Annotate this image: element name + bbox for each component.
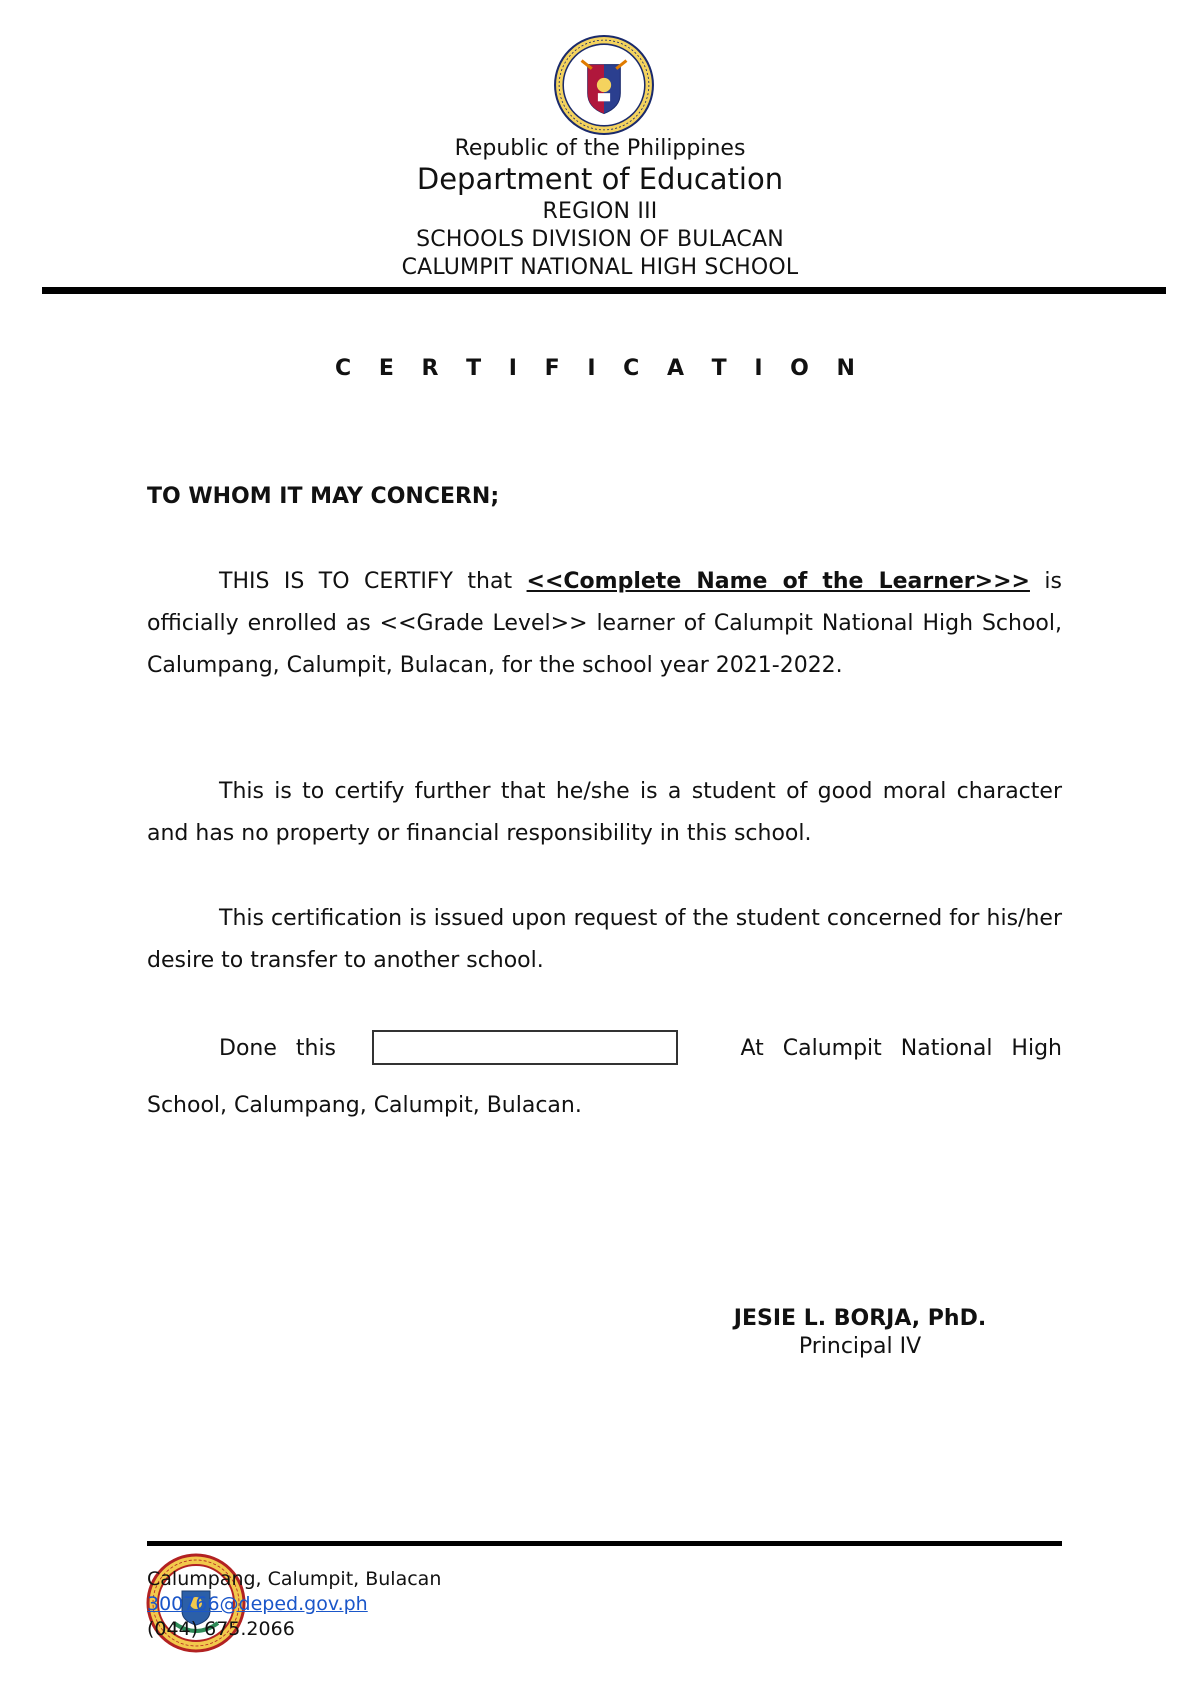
- certify-rest: is officially enrolled as <<Grade Level>> learner of Calumpit National High School, Calumpang, Calumpit, Bulacan, for the school year 2021-2022.: [147, 569, 1062, 678]
- footer-address: Calumpang, Calumpit, Bulacan: [147, 1568, 442, 1590]
- learner-name-placeholder: <<Complete Name of the Learner>>>: [526, 569, 1030, 594]
- purpose-text: This certification is issued upon request of the student concerned for his/her desire to transfer to another school.: [147, 906, 1062, 973]
- footer-divider: [147, 1541, 1062, 1546]
- division-line: SCHOOLS DIVISION OF BULACAN: [416, 227, 784, 252]
- republic-line: Republic of the Philippines: [454, 136, 746, 161]
- school-line: CALUMPIT NATIONAL HIGH SCHOOL: [401, 255, 799, 280]
- header-divider: [42, 287, 1166, 294]
- footer-email-link[interactable]: 300766@deped.gov.ph: [147, 1593, 368, 1615]
- done-location-line2: School, Calumpang, Calumpit, Bulacan.: [147, 1093, 582, 1118]
- footer-phone: (044) 675.2066: [147, 1618, 295, 1640]
- certify-lead: THIS IS TO CERTIFY that: [219, 569, 527, 594]
- signatory-position: Principal IV: [798, 1334, 922, 1359]
- purpose-paragraph: [147, 898, 1062, 982]
- done-this-label: Done this: [219, 1036, 337, 1061]
- salutation: TO WHOM IT MAY CONCERN;: [147, 484, 500, 509]
- done-location-label: At Calumpit National High: [740, 1036, 1062, 1061]
- department-line: Department of Education: [416, 162, 784, 196]
- document-title: C E R T I F I C A T I O N: [335, 356, 865, 381]
- certify-paragraph: [147, 561, 1062, 687]
- deped-seal-icon: [553, 34, 655, 136]
- date-field[interactable]: [372, 1030, 678, 1065]
- region-line: REGION III: [542, 199, 658, 224]
- done-row: [147, 1030, 1062, 1070]
- moral-text: This is to certify further that he/she is a student of good moral character and has no property or financial responsibility in this school.: [147, 779, 1062, 846]
- signatory-name: JESIE L. BORJA, PhD.: [733, 1306, 987, 1331]
- moral-paragraph: [147, 771, 1062, 855]
